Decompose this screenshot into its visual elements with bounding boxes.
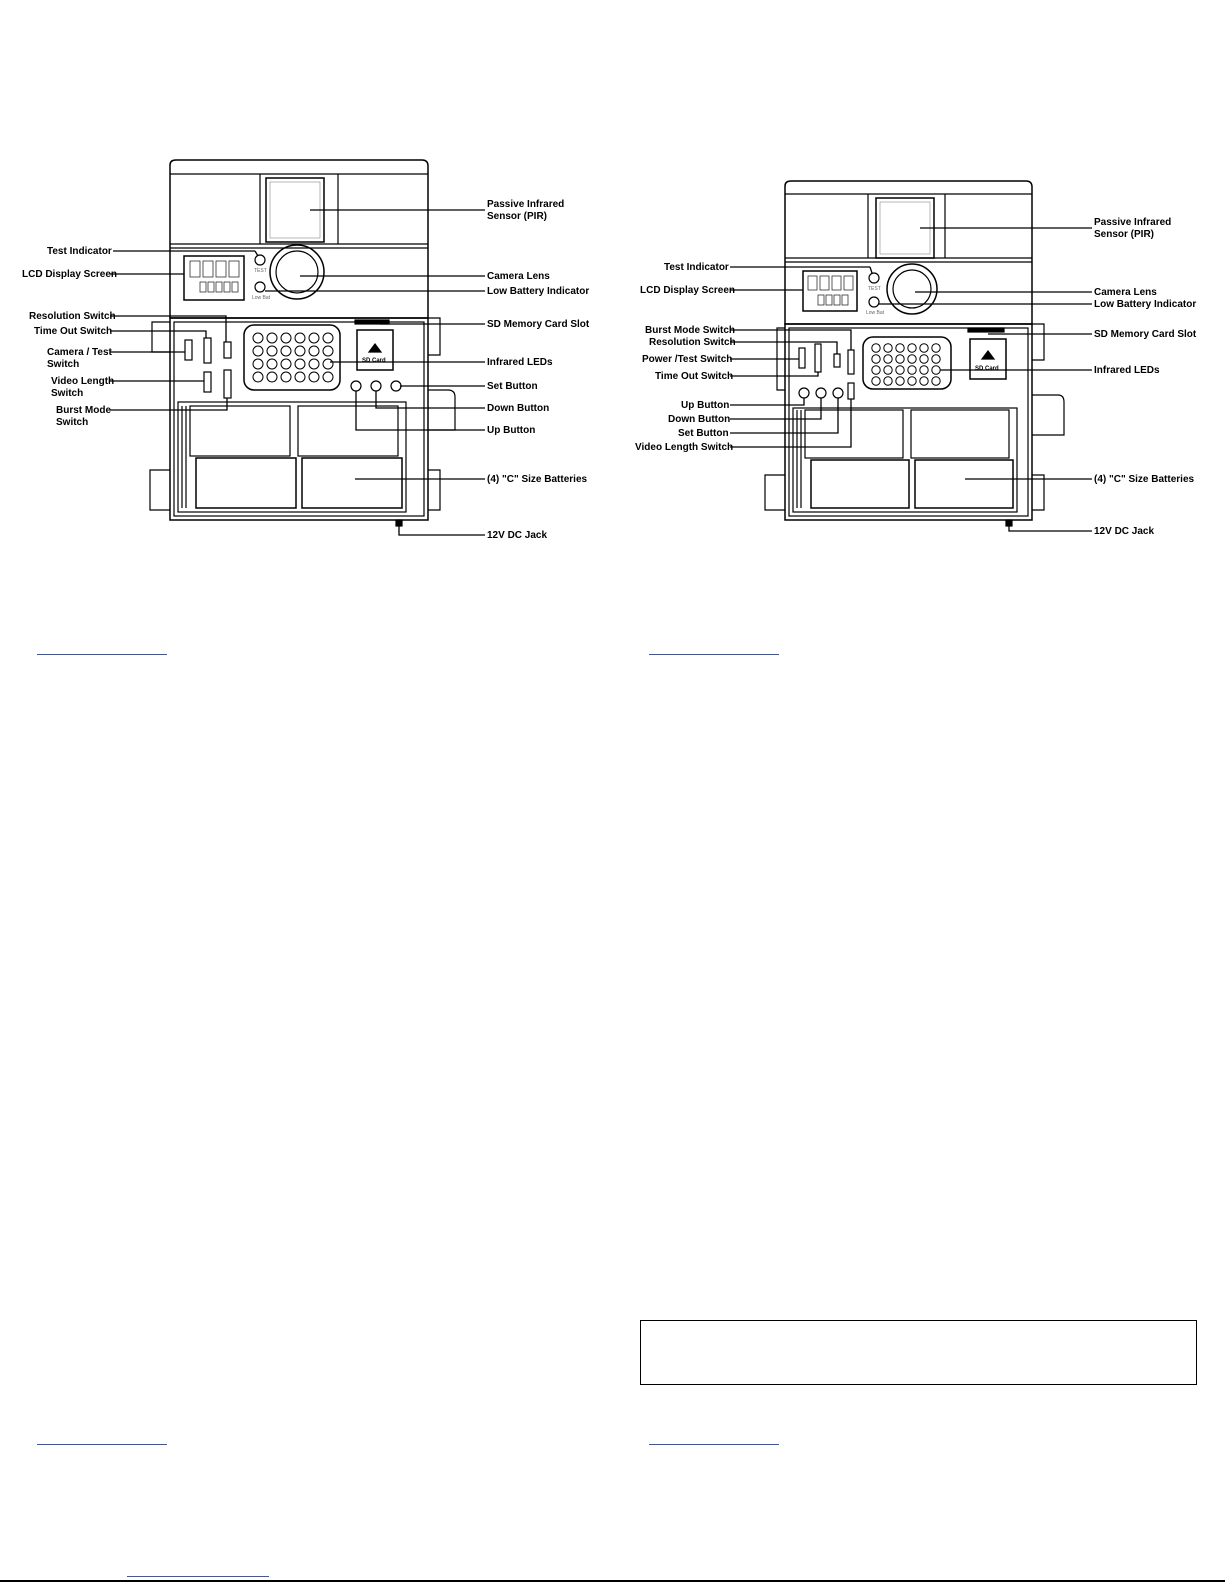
right-label-batteries: (4) "C" Size Batteries (1094, 474, 1195, 485)
page-bottom-rule (0, 1580, 1225, 1582)
link-underline-5[interactable] (127, 1576, 269, 1577)
left-led-circles (253, 333, 333, 382)
link-underline-1[interactable] (37, 654, 167, 655)
left-up-button (351, 381, 361, 391)
left-label-up: Up Button (487, 425, 536, 436)
right-battery-1 (805, 410, 903, 458)
left-test-indicator (255, 255, 265, 265)
right-down-button (816, 388, 826, 398)
left-label-camera-test-2: Switch (47, 359, 80, 370)
left-label-camera-lens: Camera Lens (487, 271, 550, 282)
left-label-camera-test-1: Camera / Test (47, 347, 112, 358)
right-label-time-out: Time Out Switch (655, 371, 734, 382)
right-sdcard-text: SD Card (975, 366, 999, 372)
right-label-low-battery: Low Battery Indicator (1094, 299, 1197, 310)
right-battery-2 (911, 410, 1009, 458)
right-label-infrared: Infrared LEDs (1094, 365, 1160, 376)
right-label-lcd: LCD Display Screen (640, 285, 736, 296)
left-video-length-switch (204, 372, 211, 392)
right-label-video-length: Video Length Switch (635, 442, 734, 453)
left-sdcard-text: SD Card (362, 358, 386, 364)
link-underline-4[interactable] (649, 1444, 779, 1445)
left-label-burst-1: Burst Mode (56, 405, 111, 416)
left-resolution-switch (224, 342, 231, 358)
left-battery-1 (190, 406, 290, 456)
right-label-power-test: Power /Test Switch (642, 354, 733, 365)
left-burst-mode-switch (224, 370, 231, 398)
left-camera-device (150, 160, 455, 526)
right-camera-lens (887, 264, 937, 314)
right-label-up: Up Button (681, 400, 730, 411)
right-camera-device (765, 181, 1064, 526)
left-label-batteries: (4) "C" Size Batteries (487, 474, 588, 485)
right-label-set: Set Button (678, 428, 729, 439)
right-label-burst: Burst Mode Switch (645, 325, 736, 336)
left-low-battery-indicator (255, 282, 265, 292)
left-battery-2 (298, 406, 398, 456)
left-dc-jack (396, 520, 402, 526)
left-label-dc-jack: 12V DC Jack (487, 530, 548, 541)
right-label-pir-1: Passive Infrared (1094, 217, 1172, 228)
right-test-indicator (869, 273, 879, 283)
left-infrared-led-panel (244, 325, 340, 390)
left-label-set: Set Button (487, 381, 538, 392)
left-test-text: TEST (254, 268, 267, 274)
right-test-text: TEST (868, 286, 881, 292)
left-label-sd-slot: SD Memory Card Slot (487, 319, 590, 330)
right-label-resolution: Resolution Switch (649, 337, 736, 348)
right-lowbat-text: Low Bat (866, 310, 885, 316)
right-sd-card-slot (968, 328, 1004, 332)
right-low-battery-indicator (869, 297, 879, 307)
left-label-video-2: Switch (51, 388, 84, 399)
left-battery-3 (196, 458, 296, 508)
right-power-test-switch (799, 348, 805, 368)
left-label-pir-2: Sensor (PIR) (487, 211, 548, 222)
right-label-test-indicator: Test Indicator (664, 262, 729, 273)
left-label-resolution: Resolution Switch (29, 311, 116, 322)
left-label-lcd: LCD Display Screen (22, 269, 118, 280)
left-down-button (371, 381, 381, 391)
right-label-camera-lens: Camera Lens (1094, 287, 1157, 298)
left-label-infrared: Infrared LEDs (487, 357, 553, 368)
right-burst-mode-switch (848, 350, 854, 374)
left-label-video-1: Video Length (51, 376, 115, 387)
left-label-down: Down Button (487, 403, 550, 414)
right-label-down: Down Button (668, 414, 731, 425)
left-camera-test-switch (185, 340, 192, 360)
right-set-button (833, 388, 843, 398)
right-video-length-switch (848, 383, 854, 399)
left-label-test-indicator: Test Indicator (47, 246, 112, 257)
left-labels (22, 199, 590, 541)
right-dc-jack (1006, 520, 1012, 526)
right-resolution-switch (834, 354, 840, 367)
right-time-out-switch (815, 344, 821, 372)
left-label-time-out: Time Out Switch (34, 326, 113, 337)
left-battery-4 (302, 458, 402, 508)
right-label-sd-slot: SD Memory Card Slot (1094, 329, 1197, 340)
link-underline-3[interactable] (37, 1444, 167, 1445)
right-label-pir-2: Sensor (PIR) (1094, 229, 1155, 240)
left-label-pir-1: Passive Infrared (487, 199, 565, 210)
left-label-low-battery: Low Battery Indicator (487, 286, 590, 297)
link-underline-2[interactable] (649, 654, 779, 655)
left-lowbat-text: Low Bat (252, 295, 271, 301)
left-lcd-screen (184, 256, 244, 300)
left-time-out-switch (204, 338, 211, 363)
right-battery-4 (915, 460, 1013, 508)
right-led-circles (872, 344, 940, 385)
left-set-button (391, 381, 401, 391)
left-label-burst-2: Switch (56, 417, 89, 428)
right-battery-3 (811, 460, 909, 508)
right-up-button (799, 388, 809, 398)
note-box (640, 1320, 1197, 1385)
right-label-dc-jack: 12V DC Jack (1094, 526, 1155, 537)
